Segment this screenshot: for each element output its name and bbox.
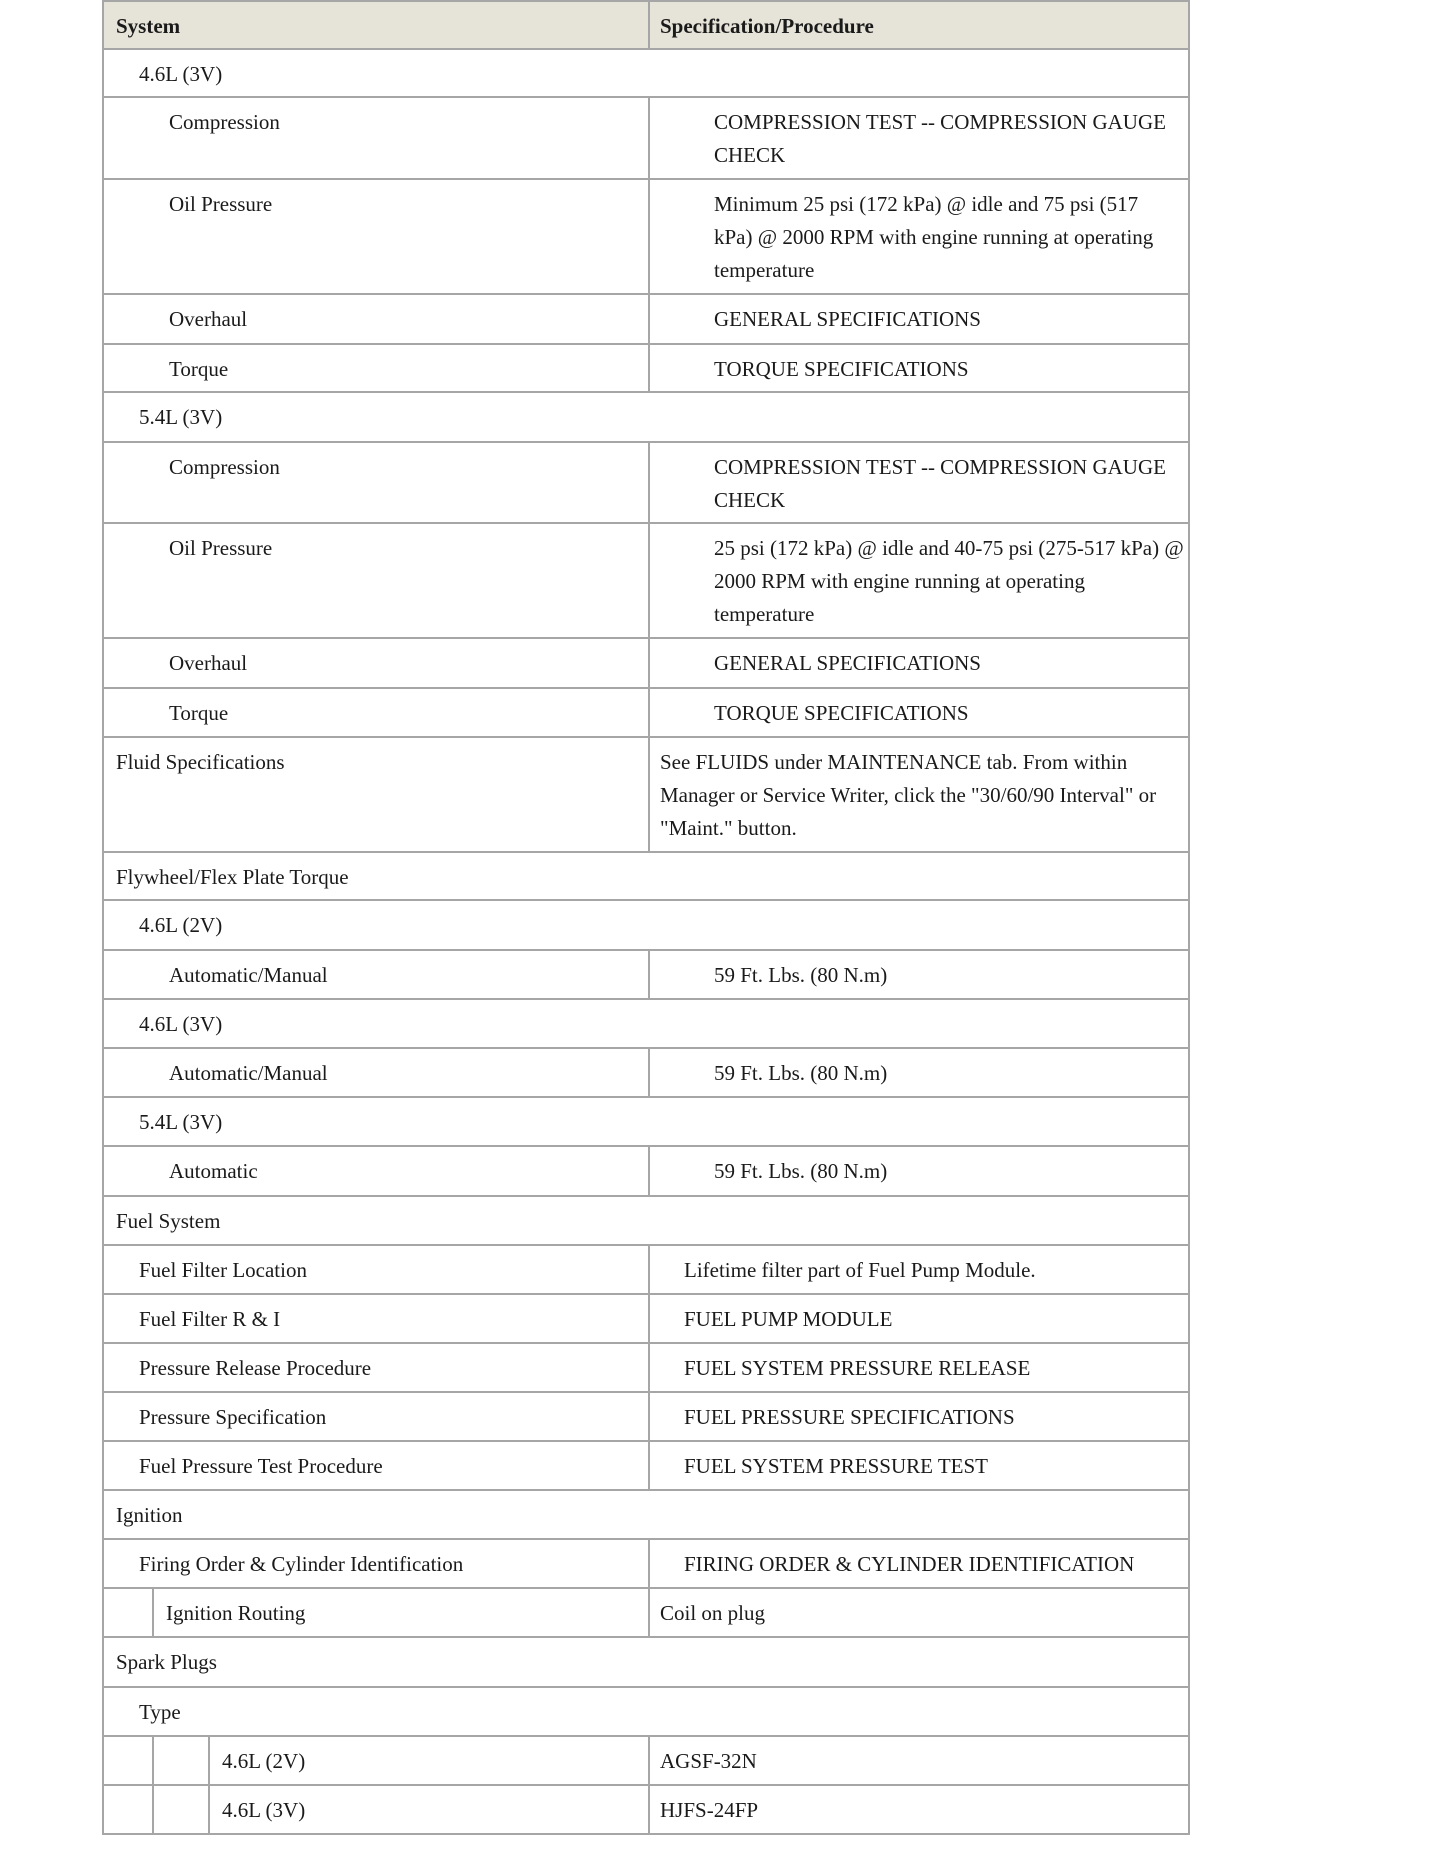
column-divider: [648, 738, 650, 851]
row-spec: Lifetime filter part of Fuel Pump Module.: [684, 1258, 1036, 1282]
row-spec: GENERAL SPECIFICATIONS: [714, 307, 981, 331]
row-system: Fuel Pressure Test Procedure: [139, 1454, 383, 1478]
row-system: 4.6L (3V): [139, 1012, 223, 1036]
column-divider: [648, 2, 650, 48]
indent-divider: [208, 1786, 210, 1833]
row-spec: FUEL PRESSURE SPECIFICATIONS: [684, 1405, 1015, 1429]
column-divider: [648, 1737, 650, 1784]
column-divider: [648, 345, 650, 391]
indent-divider: [152, 1786, 154, 1833]
row-system: Fuel Filter R & I: [139, 1307, 281, 1331]
table-row: [102, 853, 1190, 901]
row-system: Fuel System: [116, 1209, 221, 1233]
row-spec: FIRING ORDER & CYLINDER IDENTIFICATION: [684, 1552, 1135, 1576]
row-spec: FUEL SYSTEM PRESSURE RELEASE: [684, 1356, 1031, 1380]
table-row: [102, 1246, 1190, 1295]
table-row: [102, 1098, 1190, 1147]
column-divider: [648, 1295, 650, 1342]
table-row: [102, 1737, 1190, 1786]
row-spec: TORQUE SPECIFICATIONS: [714, 357, 969, 381]
header-spec: Specification/Procedure: [660, 14, 874, 38]
column-divider: [648, 1246, 650, 1293]
row-spec: 59 Ft. Lbs. (80 N.m): [714, 963, 888, 987]
table-row: [102, 1442, 1190, 1491]
row-system: Flywheel/Flex Plate Torque: [116, 865, 349, 889]
row-system: Type: [139, 1700, 181, 1724]
row-spec: TORQUE SPECIFICATIONS: [714, 701, 969, 725]
row-system: Oil Pressure: [169, 536, 273, 560]
row-system: Fluid Specifications: [116, 750, 285, 774]
table-row: [102, 1197, 1190, 1246]
table-row: [102, 1638, 1190, 1688]
table-row: [102, 443, 1190, 524]
table-row: [102, 639, 1190, 689]
row-system: Automatic/Manual: [169, 1061, 328, 1085]
table-row: [102, 1147, 1190, 1197]
table-row: [102, 524, 1190, 639]
indent-divider: [208, 1737, 210, 1784]
column-divider: [648, 443, 650, 522]
row-system: 4.6L (2V): [139, 913, 223, 937]
row-system: 4.6L (2V): [222, 1749, 306, 1773]
column-divider: [648, 1786, 650, 1833]
table-row: [102, 1589, 1190, 1638]
header-system: System: [116, 14, 181, 38]
indent-divider: [152, 1589, 154, 1636]
column-divider: [648, 180, 650, 293]
table-row: [102, 689, 1190, 738]
row-spec: HJFS-24FP: [660, 1798, 759, 1822]
row-system: Automatic/Manual: [169, 963, 328, 987]
row-system: Fuel Filter Location: [139, 1258, 307, 1282]
row-system: 4.6L (3V): [222, 1798, 306, 1822]
table-row: [102, 98, 1190, 180]
row-system: Torque: [169, 701, 229, 725]
row-system: Pressure Release Procedure: [139, 1356, 372, 1380]
row-system: Pressure Specification: [139, 1405, 327, 1429]
row-spec: 59 Ft. Lbs. (80 N.m): [714, 1159, 888, 1183]
row-system: Firing Order & Cylinder Identification: [139, 1552, 464, 1576]
table-row: [102, 345, 1190, 393]
table-header: [102, 0, 1190, 50]
row-spec: COMPRESSION TEST -- COMPRESSION GAUGE CHECK: [714, 110, 1166, 167]
table-row: [102, 393, 1190, 443]
row-system: Torque: [169, 357, 229, 381]
column-divider: [648, 951, 650, 998]
column-divider: [648, 98, 650, 178]
table-row: [102, 50, 1190, 98]
column-divider: [648, 1049, 650, 1096]
row-spec: GENERAL SPECIFICATIONS: [714, 651, 981, 675]
row-system: Spark Plugs: [116, 1650, 217, 1674]
column-divider: [648, 1589, 650, 1636]
column-divider: [648, 1540, 650, 1587]
row-system: 5.4L (3V): [139, 405, 223, 429]
row-spec: Coil on plug: [660, 1601, 766, 1625]
row-spec: FUEL PUMP MODULE: [684, 1307, 893, 1331]
row-system: Ignition Routing: [166, 1601, 306, 1625]
row-system: 4.6L (3V): [139, 62, 223, 86]
column-divider: [648, 1344, 650, 1391]
column-divider: [648, 1442, 650, 1489]
row-system: Compression: [169, 110, 280, 134]
column-divider: [648, 1393, 650, 1440]
table-row: [102, 1491, 1190, 1540]
row-spec: Minimum 25 psi (172 kPa) @ idle and 75 psi (517 kPa) @ 2000 RPM with engine running at operating temperature: [714, 192, 1154, 282]
table-row: [102, 1049, 1190, 1098]
row-spec: AGSF-32N: [660, 1749, 757, 1773]
row-spec: 25 psi (172 kPa) @ idle and 40-75 psi (275-517 kPa) @ 2000 RPM with engine running at operating temperature: [714, 536, 1184, 626]
column-divider: [648, 689, 650, 736]
row-system: Compression: [169, 455, 280, 479]
table-row: [102, 295, 1190, 345]
row-spec: 59 Ft. Lbs. (80 N.m): [714, 1061, 888, 1085]
row-system: 5.4L (3V): [139, 1110, 223, 1134]
table-row: [102, 1540, 1190, 1589]
table-row: [102, 180, 1190, 295]
row-system: Overhaul: [169, 307, 248, 331]
row-system: Ignition: [116, 1503, 183, 1527]
row-spec: FUEL SYSTEM PRESSURE TEST: [684, 1454, 988, 1478]
row-spec: COMPRESSION TEST -- COMPRESSION GAUGE CHECK: [714, 455, 1166, 512]
table-row: [102, 1295, 1190, 1344]
table-row: [102, 1000, 1190, 1049]
column-divider: [648, 1147, 650, 1195]
table-row: [102, 951, 1190, 1000]
indent-divider: [152, 1737, 154, 1784]
table-row: [102, 901, 1190, 951]
table-row: [102, 1688, 1190, 1737]
row-spec: See FLUIDS under MAINTENANCE tab. From within Manager or Service Writer, click the "30/60/90 Interval" or "Maint." button.: [660, 750, 1157, 840]
row-system: Overhaul: [169, 651, 248, 675]
table-row: [102, 1344, 1190, 1393]
row-system: Oil Pressure: [169, 192, 273, 216]
row-system: Automatic: [169, 1159, 258, 1183]
spec-table: [102, 0, 1190, 1835]
table-row: [102, 1393, 1190, 1442]
column-divider: [648, 639, 650, 687]
table-row: [102, 1786, 1190, 1835]
column-divider: [648, 295, 650, 343]
column-divider: [648, 524, 650, 637]
table-row: [102, 738, 1190, 853]
